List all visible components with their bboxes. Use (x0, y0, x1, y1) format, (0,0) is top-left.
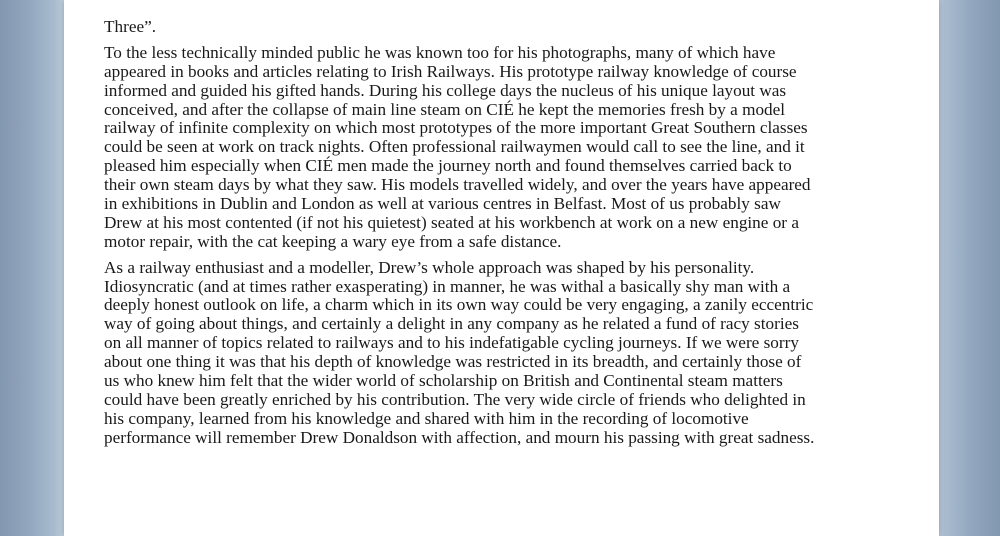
paragraph-1 (104, 18, 904, 37)
text-line: informed and guided his gifted hands. During his college days the nucleus of his unique layout was (104, 80, 787, 100)
text-line: in exhibitions in Dublin and London as well at various centres in Belfast. Most of us probably saw (104, 194, 781, 214)
text-line: pleased him especially when CIÉ men made the journey north and found themselves carried back to (104, 156, 792, 176)
document-page (64, 0, 939, 536)
text-line: his company, learned from his knowledge and shared with him in the recording of locomotive (104, 408, 749, 428)
text-line: about one thing it was that his depth of knowledge was restricted in its breadth, and certainly those of (104, 352, 802, 372)
text-line: could be seen at work on track nights. Often professional railwaymen would call to see the line, and it (104, 137, 805, 157)
text-line: way of going about things, and certainly a delight in any company as he related a fund of racy stories (104, 314, 799, 334)
paragraph-3 (104, 259, 904, 448)
text-line: could have been greatly enriched by his contribution. The very wide circle of friends who delighted in (104, 389, 806, 409)
text-line: appeared in books and articles relating to Irish Railways. His prototype railway knowledge of course (104, 61, 797, 81)
document-body (104, 18, 904, 448)
text-line: railway of infinite complexity on which most prototypes of the more important Great Southern classes (104, 118, 808, 138)
text-line: deeply honest outlook on life, a charm which in its own way could be very engaging, a zanily eccentric (104, 295, 814, 315)
text-line: As a railway enthusiast and a modeller, Drew’s whole approach was shaped by his personality. (104, 257, 755, 277)
text-line: motor repair, with the cat keeping a wary eye from a safe distance. (104, 231, 562, 251)
text-line: their own steam days by what they saw. His models travelled widely, and over the years have appeared (104, 175, 811, 195)
text-line: Three”. (104, 17, 156, 36)
text-line: Idiosyncratic (and at times rather exasperating) in manner, he was withal a basically shy man with a (104, 276, 791, 296)
text-line: performance will remember Drew Donaldson with affection, and mourn his passing with great sadness. (104, 427, 815, 447)
text-line: To the less technically minded public he was known too for his photographs, many of which have (104, 42, 776, 62)
text-line: conceived, and after the collapse of main line steam on CIÉ he kept the memories fresh by a model (104, 99, 786, 119)
text-line: on all manner of topics related to railways and to his indefatigable cycling journeys. If we were sorry (104, 333, 799, 353)
text-line: us who knew him felt that the wider world of scholarship on British and Continental steam matters (104, 371, 783, 391)
text-line: Drew at his most contented (if not his quietest) seated at his workbench at work on a new engine or a (104, 212, 799, 232)
paragraph-2 (104, 44, 904, 252)
